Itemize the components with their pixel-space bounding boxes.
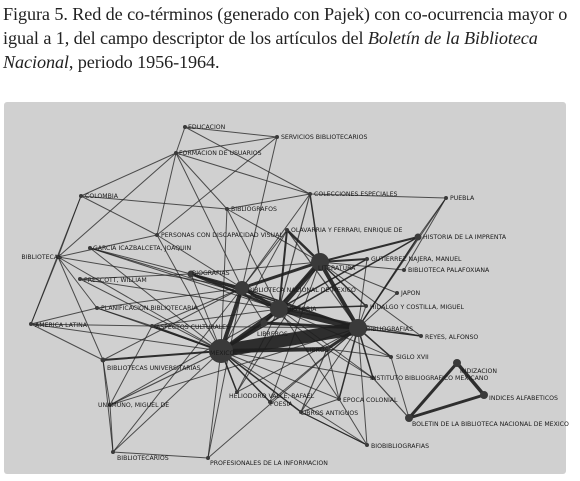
node-label-bibliotecas: BIBLIOTECAS [21,254,62,261]
node-biobibliografias [365,443,369,447]
node-label-planificacion-bibliotecaria: PLANIFICACION BIBLIOTECARIA [101,305,198,312]
node-label-america-latina: AMERICA LATINA [35,322,87,329]
network-graph [0,102,576,476]
node-label-hidalgo-y-costilla: HIDALGO Y COSTILLA, MIGUEL [370,304,464,311]
node-indices-alfabeticos [480,391,488,399]
node-label-indizacion: INDIZACION [460,368,498,375]
node-label-biografias: BIOGRAFIAS [192,270,230,277]
node-hidalgo-y-costilla [364,304,368,308]
node-label-prescott-william: PRESCOTT, WILLIAM [84,277,147,284]
node-epoca-colonial [337,397,341,401]
node-historia-de-la-imprenta [415,234,422,241]
node-label-historia-de-la-imprenta: HISTORIA DE LA IMPRENTA [423,234,507,241]
figure-caption [3,2,577,74]
node-label-libros-antiguos: LIBROS ANTIGUOS [301,410,359,417]
node-label-literatura: LITERATURA [318,265,356,272]
node-label-libros: LIBROS [306,347,329,354]
node-siglo-xvii [389,355,393,359]
node-label-instituto-bibliografico-mexicano: INSTITUTO BIBLIOGRAFICO MEXICANO [370,375,489,382]
node-formacion-de-usuarios [174,151,178,155]
node-label-aspectos-culturales: ASPECTOS CULTURALES [156,324,230,331]
node-label-historia: HISTORIA [287,306,317,313]
node-bibliografos [225,207,229,211]
node-label-heliodoro-valle: HELIODORO VALLE, RAFAEL [229,393,315,400]
node-label-indices-alfabeticos: INDICES ALFABETICOS [489,395,558,402]
node-olavarria-y-ferrari [285,228,289,232]
caption-period-text: , periodo 1956-1964. [68,52,220,72]
node-garcia-icazbalceta [88,246,92,250]
node-label-unamuno-miguel-de: UNAMUNO, MIGUEL DE [98,402,170,409]
node-servicios-bibliotecarios [275,135,279,139]
node-label-profesionales-de-la-informacion: PROFESIONALES DE LA INFORMACION [210,460,328,467]
caption-text: Red de co-términos (generado con Pajek) con co-ocurrencia mayor o igual a 1, del campo descriptor de los artículos del [3,4,568,48]
node-label-siglo-xvii: SIGLO XVII [396,354,429,361]
node-japon [395,291,399,295]
node-label-servicios-bibliotecarios: SERVICIOS BIBLIOTECARIOS [281,134,368,141]
node-label-puebla: PUEBLA [450,195,475,202]
node-label-biblioteca-nacional-de-mexico: BIBLIOTECA NACIONAL DE MEXICO [248,287,356,294]
node-label-japon: JAPON [401,290,421,297]
node-label-libreros: LIBREROS [257,331,288,338]
node-label-colecciones-especiales: COLECCIONES ESPECIALES [314,191,398,198]
node-gutierrez-najera [365,257,369,261]
node-libreros [261,320,268,327]
node-label-bibliografias: BIBLIOGRAFIAS [366,326,414,333]
node-label-olavarria-y-ferrari: OLAVARRIA Y FERRARI, ENRIQUE DE [291,227,403,234]
node-label-boletin-bnm: BOLETIN DE LA BIBLIOTECA NACIONAL DE MEXICO [412,421,569,428]
node-biblioteca-palafoxiana [402,268,406,272]
node-label-biblioteca-palafoxiana: BIBLIOTECA PALAFOXIANA [408,267,490,274]
node-prescott-william [78,277,82,281]
node-label-mexico: MEXICO [210,350,235,357]
node-label-colombia: COLOMBIA [85,193,118,200]
node-label-educacion: EDUCACION [188,124,226,131]
node-bibliotecas-universitarias [101,358,106,363]
node-label-formacion-de-usuarios: FORMACION DE USUARIOS [179,150,262,157]
node-educacion [183,125,187,129]
node-label-personas-con-discapacidad-visual: PERSONAS CON DISCAPACIDAD VISUAL [161,232,283,239]
node-bibliotecarios [111,450,115,454]
node-bibliografias [349,319,367,337]
node-label-reyes-alfonso: REYES, ALFONSO [425,334,479,341]
node-label-bibliotecarios: BIBLIOTECARIOS [117,455,169,462]
node-colecciones-especiales [308,192,312,196]
node-label-biobibliografias: BIOBIBLIOGRAFIAS [371,443,430,450]
node-label-epoca-colonial: EPOCA COLONIAL [343,397,398,404]
node-reyes-alfonso [419,334,423,338]
node-colombia [79,194,83,198]
node-label-garcia-icazbalceta: GARCIA ICAZBALCETA, JOAQUIN [93,245,192,252]
figure-number-label: Figura 5. [3,4,68,24]
node-label-poesia: POESIA [270,401,293,408]
node-label-gutierrez-najera: GUTIERREZ NAJERA, MANUEL [371,256,462,263]
node-america-latina [29,322,33,326]
node-biblioteca-nacional-de-mexico [235,281,249,295]
caption-journal-title: Boletín de la Biblioteca Nacional [3,28,538,72]
node-label-bibliotecas-universitarias: BIBLIOTECAS UNIVERSITARIAS [107,365,201,372]
node-personas-con-discapacidad-visual [155,233,159,237]
node-indizacion [453,359,461,367]
node-puebla [444,196,448,200]
co-term-network-figure [0,102,576,476]
node-historia [270,300,288,318]
node-label-bibliografos: BIBLIOGRAFOS [231,206,277,213]
node-planificacion-bibliotecaria [95,306,99,310]
node-aspectos-culturales [150,324,154,328]
